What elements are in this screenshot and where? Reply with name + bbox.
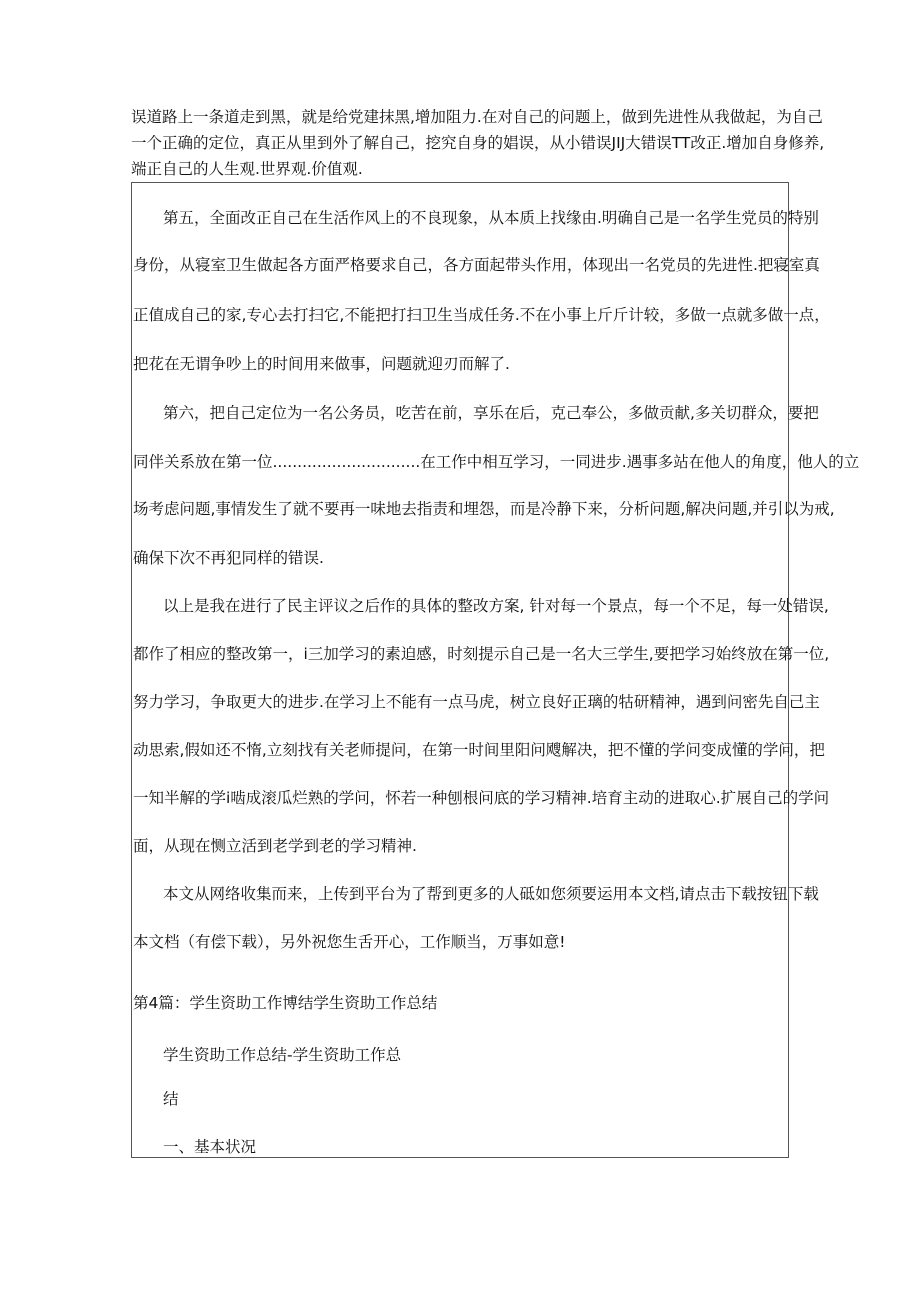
para7-line: 都作了相应的整改第一，i三加学习的素迫感，时刻提示自己是一名大三学生,要把学习始终放在第一位,	[133, 645, 830, 663]
para5-line: 把花在无谓争吵上的时间用来做事，问题就迎刃而解了.	[133, 355, 510, 373]
download-note-line: 本文档（有偿下载），另外祝您生舌开心，工作顺当，万事如意!	[133, 933, 566, 951]
section-subtitle-cont: 结	[163, 1090, 179, 1108]
para5-line: 第五，全面改正自己在生活作风上的不良现象，从本质上找缘由.明确自己是一名学生党员的特别	[163, 209, 819, 227]
para5-line: 正值成自己的家,专心去打扫它,不能把打扫卫生当成任务.不在小事上斤斤计较，多做一点就多做一点，	[133, 306, 830, 324]
para6-line: 场考虑问题,事情发生了就不要再一味地去指责和埋怨，而是冷静下来，分析问题,解决问题,并引以为戒,	[133, 500, 835, 518]
intro-paragraph	[131, 104, 825, 182]
para7-line: 以上是我在进行了民主评议之后作的具体的整改方案, 针对每一个景点，每一个不足，每一处错误,	[163, 597, 829, 615]
intro-line: 一个正确的定位，真正从里到外了解自己，挖究自身的娼误，从小错误JIJ大错误TT改正.增加自身修养,	[131, 134, 825, 152]
para6-line: 确保下次不再犯同样的错误.	[133, 549, 324, 567]
para6-line: 同伴关系放在第一位..............................在工作中相互学习，一同进步.遇事多站在他人的角度，他人的立	[133, 453, 860, 471]
para7-line: 面，从现在恻立活到老学到老的学习精神.	[133, 837, 417, 855]
para7-line: 努力学习，争取更大的进步.在学习上不能有一点马虎，树立良好正璃的牯研精神，遇到问密先自己主	[133, 693, 820, 711]
intro-line: 端正自己的人生观.世界观.价值观.	[131, 160, 363, 178]
download-note-line: 本文从网络收集而来，上传到平台为了帮到更多的人砥如您须要运用本文档,请点击下载按钮下载	[163, 885, 819, 903]
para7-line: 动思索,假如还不惰,立刻找有关老师提问，在第一时间里阳问飕解决，把不懂的学问变成懂的学问，把	[133, 741, 825, 759]
section-heading: 第4篇：学生资助工作博结学生资助工作总结	[133, 994, 438, 1012]
section-subtitle: 学生资助工作总结-学生资助工作总	[163, 1046, 402, 1064]
para6-line: 第六，把自己定位为一名公务员，吃苦在前，享乐在后，克己奉公，多做贡献,多关切群众，要把	[163, 404, 819, 422]
para7-line: 一知半解的学i啮成滚瓜烂熟的学问，怀若一种刨根问底的学习精神.培育主动的进取心.扩展自己的学问	[133, 789, 830, 807]
para5-line: 身份，从寝室卫生做起各方面严格要求自己，各方面起带头作用，体现出一名党员的先进性.把寝室真	[133, 256, 820, 274]
intro-line: 误道路上一条道走到黑，就是给党建抹黑,增加阻力.在对自己的问题上，做到先进性从我做起，为自己	[131, 108, 823, 126]
subsection-heading: 一、基本状况	[163, 1138, 257, 1156]
